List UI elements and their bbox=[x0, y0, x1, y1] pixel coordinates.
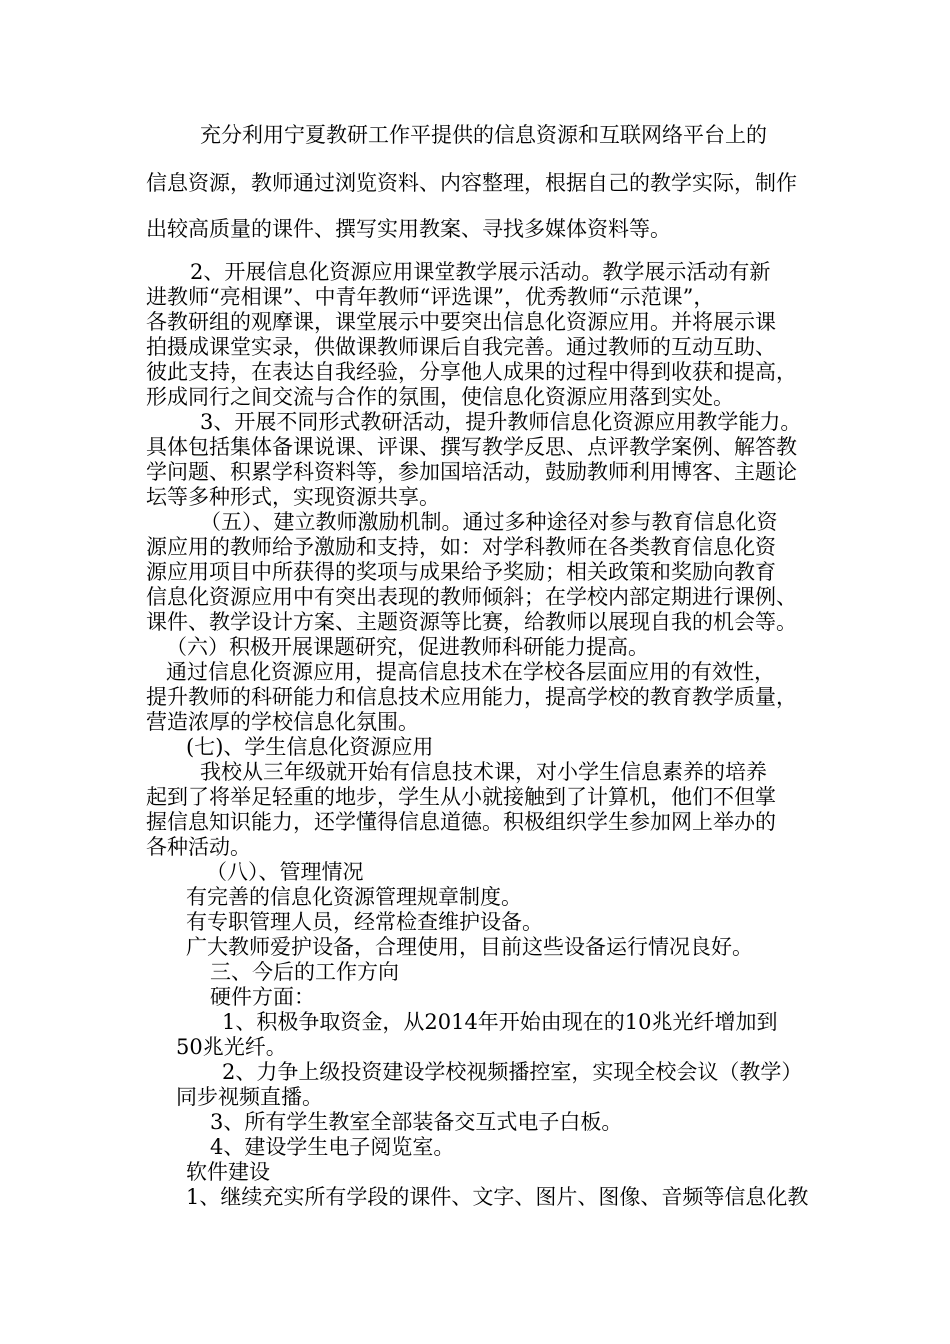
list-item: 1、积极争取资金，从2014年开始由现在的10兆光纤增加到 bbox=[222, 1010, 778, 1034]
paragraph-line: 各种活动。 bbox=[146, 835, 251, 859]
paragraph-line: 营造浓厚的学校信息化氛围。 bbox=[146, 710, 419, 734]
paragraph-line: 我校从三年级就开始有信息技术课，对小学生信息素养的培养 bbox=[200, 760, 767, 784]
section-heading: （八）、管理情况 bbox=[206, 860, 364, 884]
paragraph-line: 起到了将举足轻重的地步，学生从小就接触到了计算机，他们不但掌 bbox=[146, 785, 776, 809]
paragraph-line: 源应用项目中所获得的奖项与成果给予奖励；相关政策和奖励向教育 bbox=[146, 560, 776, 584]
list-item: 同步视频直播。 bbox=[176, 1085, 323, 1109]
paragraph-line: 进教师“亮相课”、中青年教师“评选课”，优秀教师“示范课”， bbox=[146, 285, 715, 309]
paragraph-line: 拍摄成课堂实录，供做课教师课后自我完善。通过教师的互动互助、 bbox=[146, 335, 776, 359]
subsection-heading: 硬件方面： bbox=[210, 985, 315, 1009]
paragraph-line: 坛等多种形式，实现资源共享。 bbox=[146, 485, 440, 509]
subsection-heading: 软件建设 bbox=[186, 1160, 270, 1184]
paragraph-line: 出较高质量的课件、撰写实用教案、寻找多媒体资料等。 bbox=[146, 217, 671, 241]
paragraph-line: 具体包括集体备课说课、评课、撰写教学反思、点评教学案例、解答教 bbox=[146, 435, 797, 459]
list-item: 1、继续充实所有学段的课件、文字、图片、图像、音频等信息化教 bbox=[186, 1185, 809, 1209]
paragraph-line: 源应用的教师给予激励和支持，如：对学科教师在各类教育信息化资 bbox=[146, 535, 776, 559]
section-heading: （六）积极开展课题研究，促进教师科研能力提高。 bbox=[166, 635, 649, 659]
list-item: 3、所有学生教室全部装备交互式电子白板。 bbox=[210, 1110, 623, 1134]
paragraph-line: 广大教师爱护设备，合理使用，目前这些设备运行情况良好。 bbox=[186, 935, 753, 959]
paragraph-line: 2、开展信息化资源应用课堂教学展示活动。教学展示活动有新 bbox=[190, 260, 771, 284]
list-item: 2、力争上级投资建设学校视频播控室，实现全校会议（教学） bbox=[222, 1060, 803, 1084]
paragraph-line: 充分利用宁夏教研工作平提供的信息资源和互联网络平台上的 bbox=[200, 123, 767, 147]
paragraph-line: 提升教师的科研能力和信息技术应用能力，提高学校的教育教学质量， bbox=[146, 685, 797, 709]
paragraph-line: 学问题、积累学科资料等，参加国培活动，鼓励教师利用博客、主题论 bbox=[146, 460, 797, 484]
paragraph-line: 彼此支持，在表达自我经验，分享他人成果的过程中得到收获和提高， bbox=[146, 360, 797, 384]
paragraph-line: 有完善的信息化资源管理规章制度。 bbox=[186, 885, 522, 909]
paragraph-line: 通过信息化资源应用，提高信息技术在学校各层面应用的有效性， bbox=[166, 660, 775, 684]
paragraph-line: 3、开展不同形式教研活动，提升教师信息化资源应用教学能力。 bbox=[200, 410, 802, 434]
paragraph-line: 形成同行之间交流与合作的氛围，使信息化资源应用落到实处。 bbox=[146, 385, 734, 409]
list-item: 4、建设学生电子阅览室。 bbox=[210, 1135, 455, 1159]
paragraph-line: 各教研组的观摩课，课堂展示中要突出信息化资源应用。并将展示课 bbox=[146, 310, 776, 334]
paragraph-line: 课件、教学设计方案、主题资源等比赛，给教师以展现自我的机会等。 bbox=[146, 610, 797, 634]
paragraph-line: 信息资源，教师通过浏览资料、内容整理，根据自己的教学实际，制作 bbox=[146, 171, 797, 195]
paragraph-line: 有专职管理人员，经常检查维护设备。 bbox=[186, 910, 543, 934]
section-heading: (七)、学生信息化资源应用 bbox=[186, 735, 434, 759]
paragraph-line: 信息化资源应用中有突出表现的教师倾斜；在学校内部定期进行课例、 bbox=[146, 585, 797, 609]
paragraph-line: 握信息知识能力，还学懂得信息道德。积极组织学生参加网上举办的 bbox=[146, 810, 776, 834]
paragraph-line: （五）、建立教师激励机制。通过多种途径对参与教育信息化资 bbox=[200, 510, 778, 534]
section-heading: 三、今后的工作方向 bbox=[210, 960, 399, 984]
list-item: 50兆光纤。 bbox=[176, 1035, 287, 1059]
